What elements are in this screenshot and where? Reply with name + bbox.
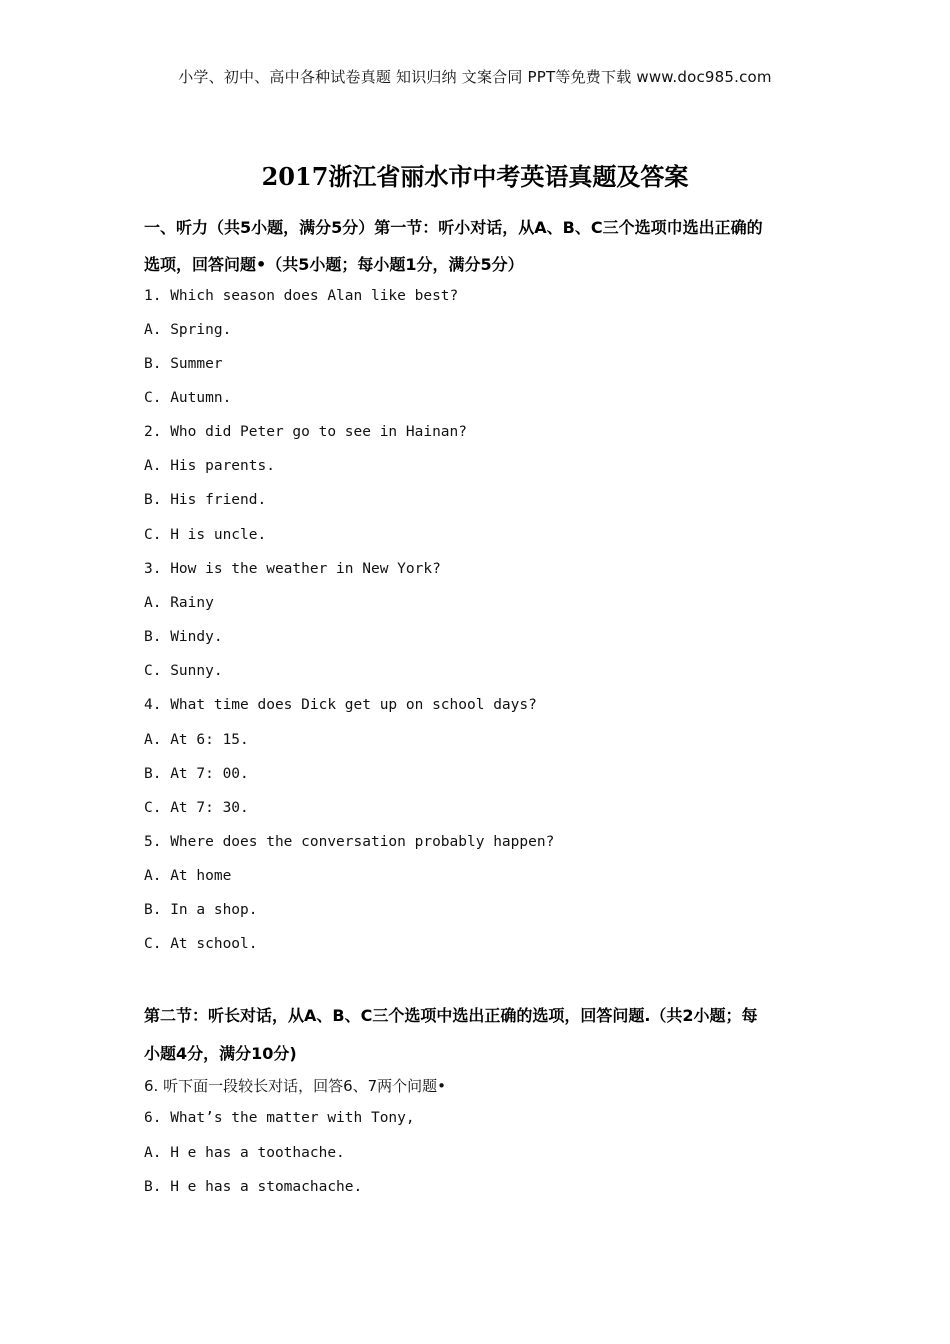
question-6: 6. What’s the matter with Tony, — [144, 1110, 415, 1126]
option-6b: B. H e has a stomachache. — [144, 1179, 363, 1195]
option-6a: A. H e has a toothache. — [144, 1145, 345, 1161]
option-3b: B. Windy. — [144, 629, 223, 645]
option-4a: A. At 6: 15. — [144, 732, 249, 748]
option-4b: B. At 7: 00. — [144, 766, 249, 782]
question-3: 3. How is the weather in New York? — [144, 561, 441, 577]
question-6-intro: 6. 听下面一段较长对话，回答6、7两个问题• — [144, 1077, 447, 1095]
option-3c: C. Sunny. — [144, 663, 223, 679]
question-4: 4. What time does Dick get up on school days? — [144, 697, 537, 713]
option-3a: A. Rainy — [144, 595, 214, 611]
option-2a: A. His parents. — [144, 458, 275, 474]
option-5b: B. In a shop. — [144, 902, 258, 918]
page-title: 2017浙江省丽水市中考英语真题及答案 — [261, 162, 689, 191]
option-1b: B. Summer — [144, 356, 223, 372]
question-2: 2. Who did Peter go to see in Hainan? — [144, 424, 468, 440]
section1-heading-line2: 选项，回答问题•（共5小题；每小题1分，满分5分） — [144, 255, 524, 274]
section2-heading-line2: 小题4分，满分10分) — [144, 1044, 297, 1063]
option-1a: A. Spring. — [144, 322, 232, 338]
option-2b: B. His friend. — [144, 492, 267, 508]
option-5a: A. At home — [144, 868, 232, 884]
option-2c: C. H is uncle. — [144, 527, 267, 543]
question-5: 5. Where does the conversation probably happen? — [144, 834, 555, 850]
option-4c: C. At 7: 30. — [144, 800, 249, 816]
option-1c: C. Autumn. — [144, 390, 232, 406]
question-1: 1. Which season does Alan like best? — [144, 288, 459, 304]
section2-heading-line1: 第二节：听长对话，从A、B、C三个选项中选出正确的选项，回答问题.（共2小题；每 — [144, 1006, 758, 1025]
section1-heading-line1: 一、听力（共5小题，满分5分）第一节：听小对话，从A、B、C三个选项巾选出正确的 — [144, 218, 763, 237]
option-5c: C. At school. — [144, 936, 258, 952]
page-header: 小学、初中、高中各种试卷真题 知识归纳 文案合同 PPT等免费下载 www.doc985.com — [178, 68, 772, 86]
